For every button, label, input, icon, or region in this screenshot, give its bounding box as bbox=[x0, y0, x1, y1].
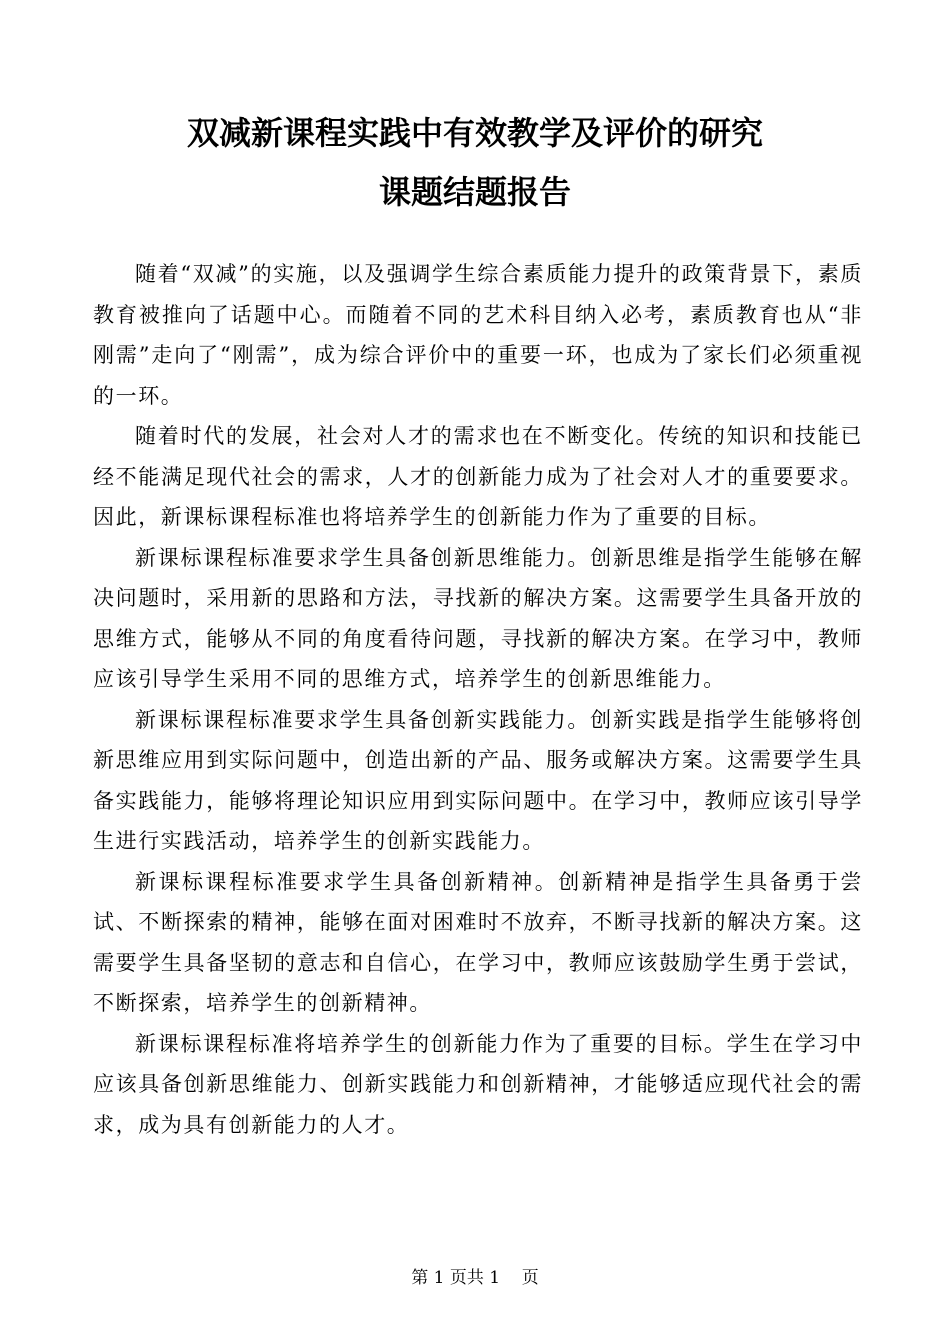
document-body bbox=[93, 254, 863, 1145]
paragraph-3: 新课标课程标准要求学生具备创新思维能力。创新思维是指学生能够在解决问题时，采用新的思路和方法，寻找新的解决方案。这需要学生具备开放的思维方式，能够从不同的角度看待问题，寻找新的解决方案。在学习中，教师应该引导学生采用不同的思维方式，培养学生的创新思维能力。 bbox=[93, 545, 863, 691]
paragraph-4: 新课标课程标准要求学生具备创新实践能力。创新实践是指学生能够将创新思维应用到实际问题中，创造出新的产品、服务或解决方案。这需要学生具备实践能力，能够将理论知识应用到实际问题中。在学习中，教师应该引导学生进行实践活动，培养学生的创新实践能力。 bbox=[93, 707, 863, 853]
document-title: 双减新课程实践中有效教学及评价的研究 bbox=[186, 114, 763, 152]
paragraph-2: 随着时代的发展，社会对人才的需求也在不断变化。传统的知识和技能已经不能满足现代社会的需求，人才的创新能力成为了社会对人才的重要要求。因此，新课标课程标准也将培养学生的创新能力作为了重要的目标。 bbox=[93, 424, 863, 529]
document-subtitle: 课题结题报告 bbox=[378, 173, 571, 211]
paragraph-5: 新课标课程标准要求学生具备创新精神。创新精神是指学生具备勇于尝试、不断探索的精神，能够在面对困难时不放弃，不断寻找新的解决方案。这需要学生具备坚韧的意志和自信心，在学习中，教师应该鼓励学生勇于尝试，不断探索，培养学生的创新精神。 bbox=[93, 869, 863, 1015]
paragraph-1: 随着“双减”的实施，以及强调学生综合素质能力提升的政策背景下，素质教育被推向了话题中心。而随着不同的艺术科目纳入必考，素质教育也从“非刚需”走向了“刚需”，成为综合评价中的重要一环，也成为了家长们必须重视的一环。 bbox=[93, 262, 863, 408]
page-footer: 第 1 页共 1 页 bbox=[411, 1268, 539, 1288]
paragraph-6: 新课标课程标准将培养学生的创新能力作为了重要的目标。学生在学习中应该具备创新思维能力、创新实践能力和创新精神，才能够适应现代社会的需求，成为具有创新能力的人才。 bbox=[93, 1031, 863, 1137]
